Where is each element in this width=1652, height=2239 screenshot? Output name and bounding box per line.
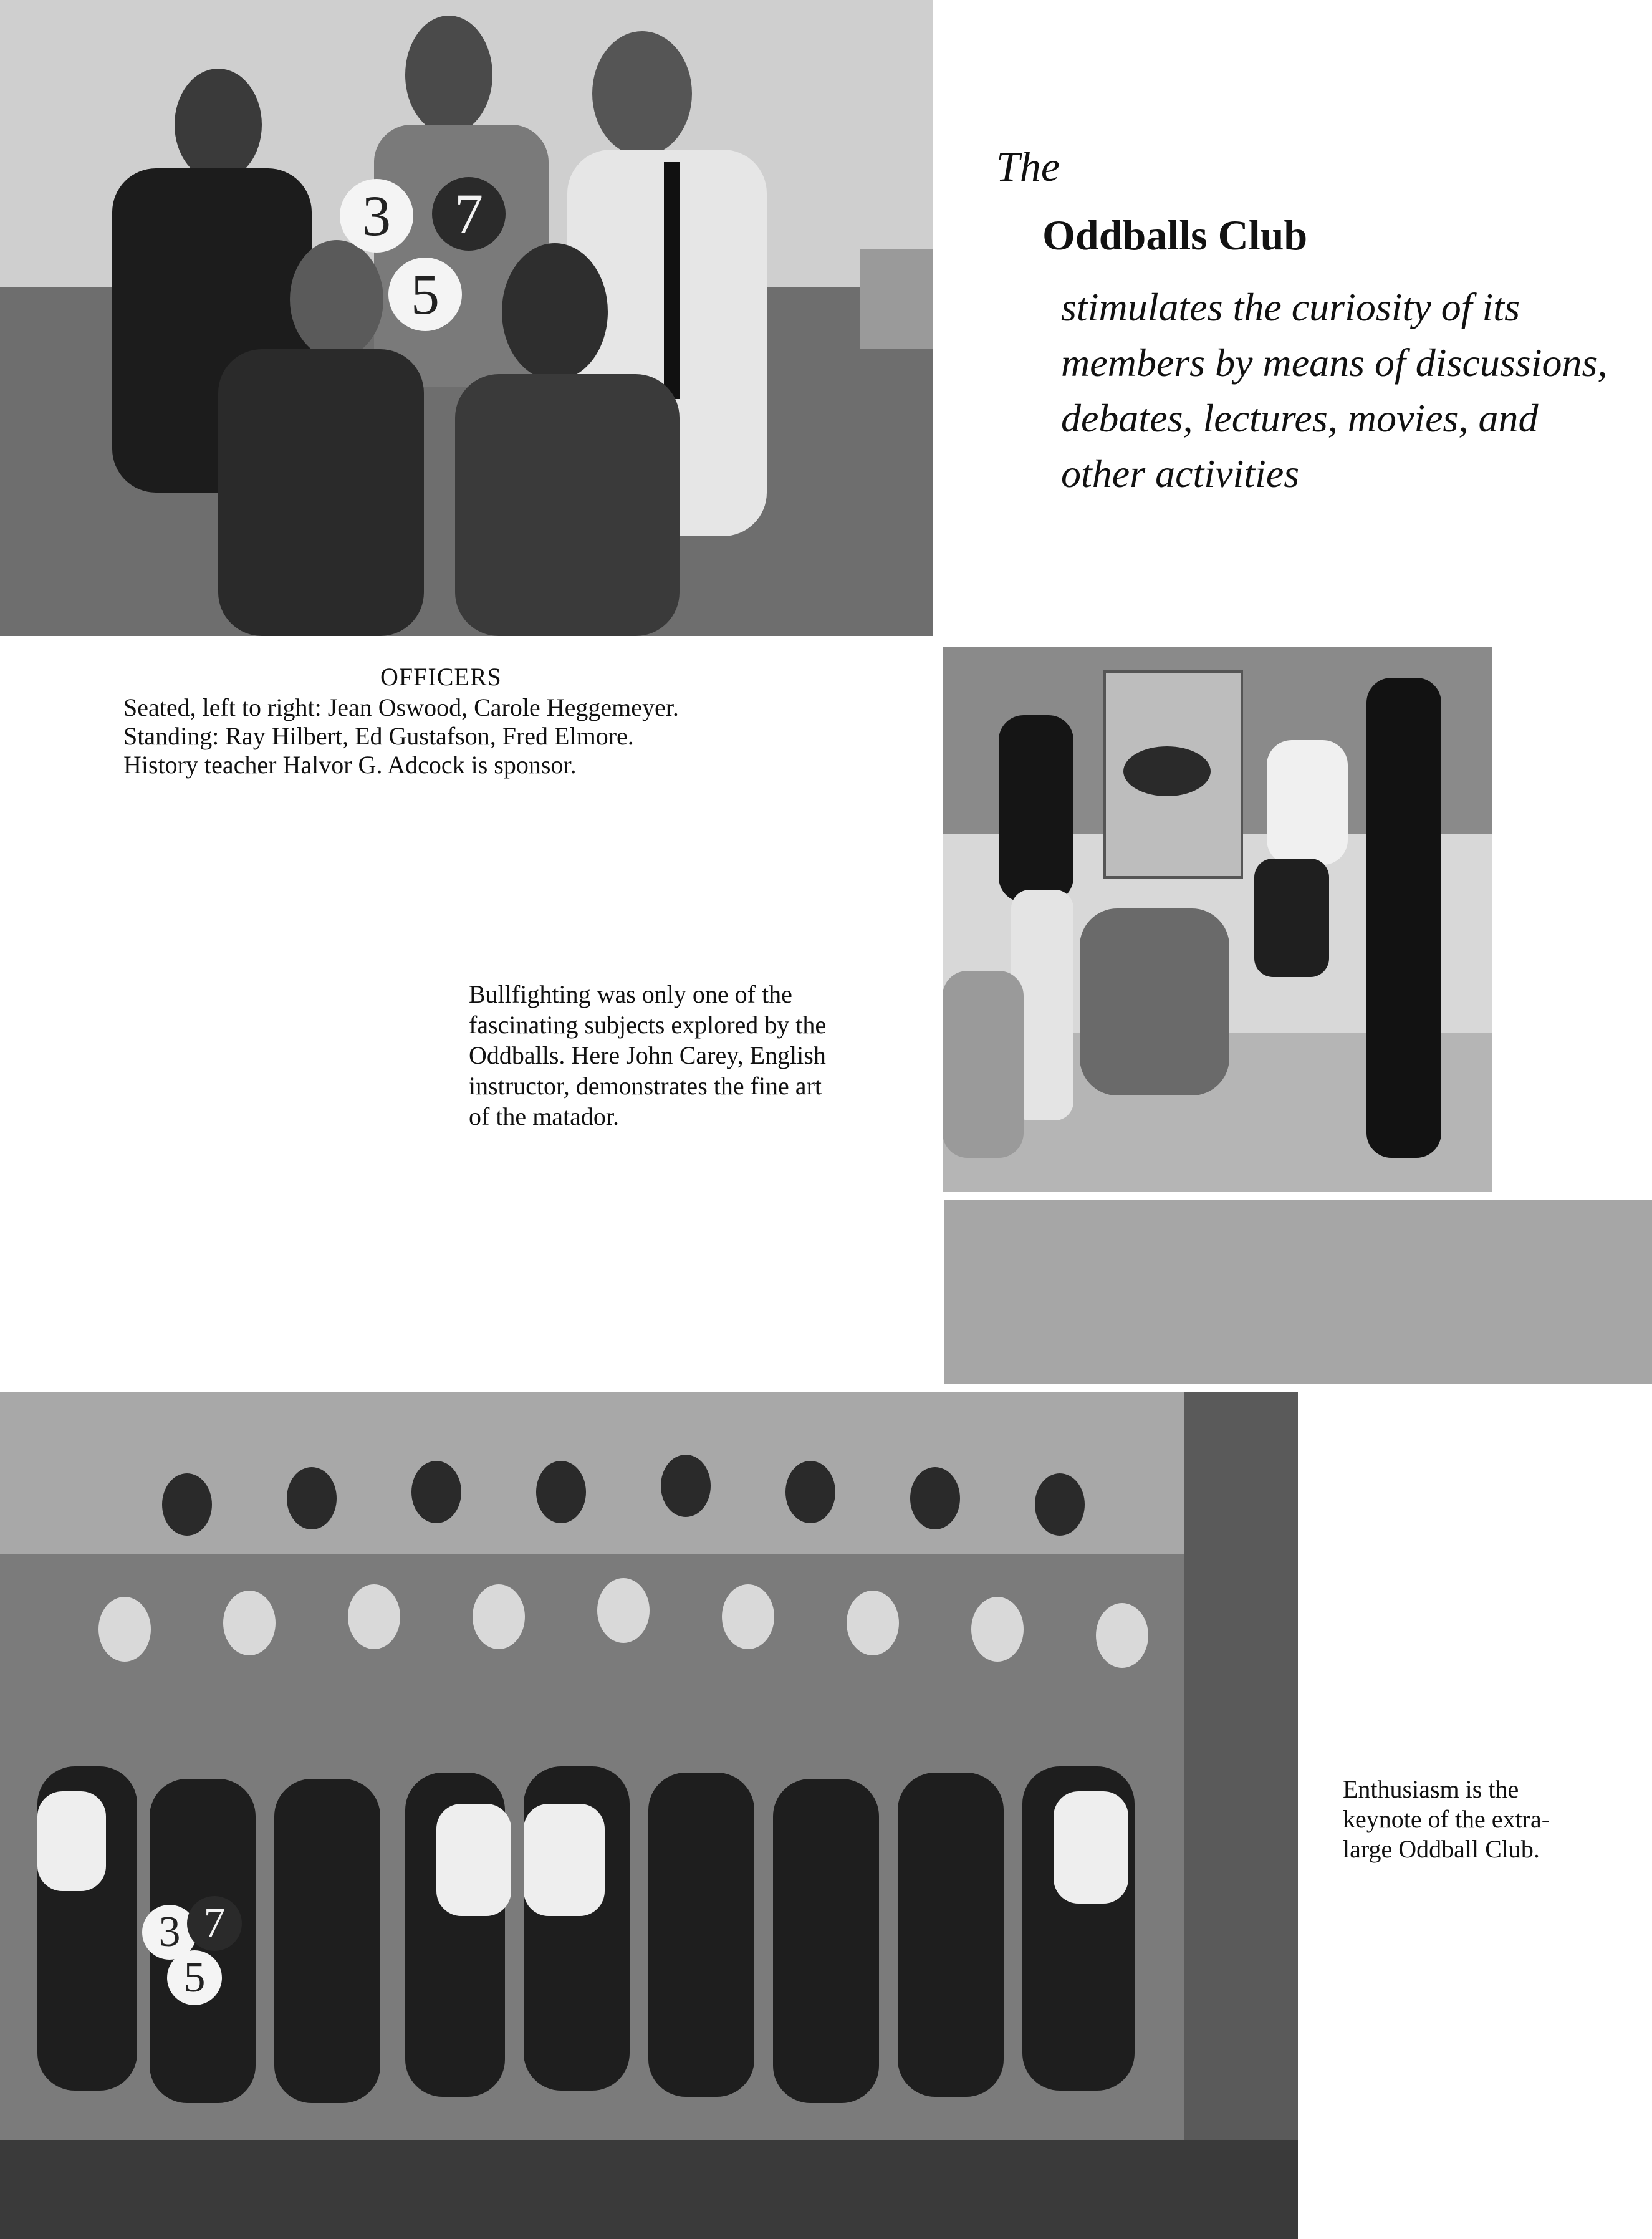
headline-line: debates, lectures, movies, and <box>1061 396 1539 440</box>
group-photo <box>0 1392 1298 2239</box>
headline-line: other activities <box>1061 451 1300 496</box>
officers-caption-title: OFFICERS <box>380 663 502 691</box>
bullfighting-caption-line: fascinating subjects explored by the <box>469 1011 827 1039</box>
officers-sign-circle-7 <box>432 177 506 251</box>
officers-caption-line: Seated, left to right: Jean Oswood, Carole Heggemeyer. <box>123 693 679 721</box>
group-caption-line: keynote of the extra- <box>1343 1805 1550 1833</box>
group-sign-digit-3: 3 <box>158 1908 181 1956</box>
group-sign-circle-5 <box>167 1950 222 2005</box>
headline-club-name: Oddballs Club <box>1042 211 1308 259</box>
bullfighting-caption-line: Oddballs. Here John Carey, English <box>469 1041 826 1069</box>
headline-line: members by means of discussions, <box>1061 340 1608 385</box>
officers-sign-circle-3 <box>340 179 413 253</box>
officers-caption-line: History teacher Halvor G. Adcock is sponsor. <box>123 751 577 779</box>
group-sign-digit-5: 5 <box>183 1953 206 2001</box>
officers-photo <box>0 0 933 636</box>
group-caption-line: large Oddball Club. <box>1343 1835 1540 1863</box>
group-sign-circle-7 <box>187 1896 242 1951</box>
bullfighting-photo <box>943 647 1492 1192</box>
officers-sign-digit-7: 7 <box>454 182 483 246</box>
officers-caption-line: Standing: Ray Hilbert, Ed Gustafson, Fred Elmore. <box>123 722 634 750</box>
headline-the: The <box>996 143 1060 190</box>
group-caption-line: Enthusiasm is the <box>1343 1775 1519 1803</box>
headline-line: stimulates the curiosity of its <box>1061 285 1520 329</box>
bullfighting-caption-line: Bullfighting was only one of the <box>469 980 792 1008</box>
officers-sign-circle-5 <box>388 258 462 331</box>
officers-sign-digit-3: 3 <box>362 184 391 248</box>
bullfighting-caption-line: instructor, demonstrates the fine art <box>469 1072 822 1100</box>
officers-sign-digit-5: 5 <box>411 262 439 326</box>
group-caption <box>1343 1774 1642 1864</box>
headline-description <box>1061 279 1647 501</box>
bullfighting-caption <box>469 979 911 1132</box>
gray-panel <box>944 1200 1652 1384</box>
group-sign-digit-7: 7 <box>203 1899 226 1947</box>
officers-caption <box>123 693 822 779</box>
bullfighting-caption-line: of the matador. <box>469 1102 620 1130</box>
